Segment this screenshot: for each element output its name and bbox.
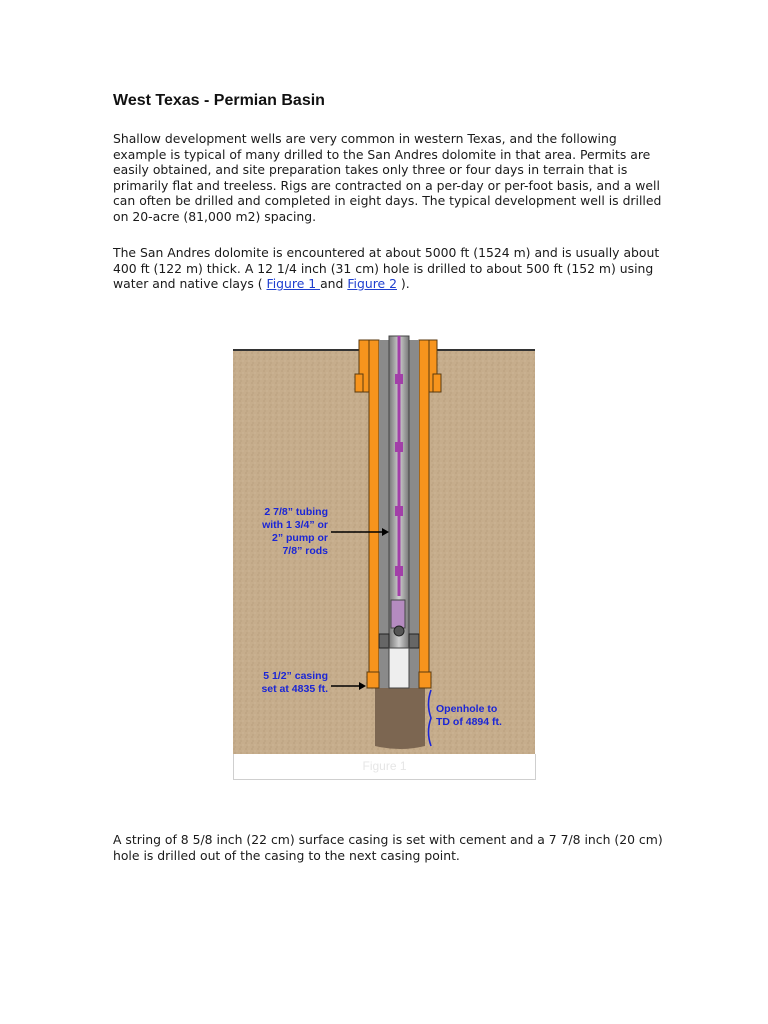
tubing-anchor-left [379, 634, 389, 648]
casing-paragraph: A string of 8 5/8 inch (22 cm) surface casing is set with cement and a 7 7/8 inch (20 cm) hole is drilled out of the casing to the next casing point. [113, 832, 663, 863]
svg-text:set at 4835 ft.: set at 4835 ft. [261, 683, 328, 695]
tubing-tail [389, 648, 409, 688]
casing-label [261, 670, 328, 695]
figure-caption: Figure 1 [362, 759, 407, 773]
surface-casing-lip-right [433, 374, 441, 392]
figure-2-link[interactable]: Figure 2 [347, 276, 397, 292]
tubing-anchor-right [409, 634, 419, 648]
svg-text:2 7/8” tubing: 2 7/8” tubing [264, 506, 328, 518]
svg-text:5 1/2” casing: 5 1/2” casing [263, 670, 328, 682]
casing-wall-left [369, 340, 379, 688]
figure-1-link[interactable]: Figure 1 [266, 276, 321, 292]
svg-text:with 1 3/4” or: with 1 3/4” or [262, 519, 328, 531]
rod-coupling [395, 374, 403, 384]
drilling-paragraph [113, 245, 673, 292]
figure-caption-box [233, 754, 536, 780]
wellbore-diagram [233, 334, 535, 754]
paragraph-text: The San Andres dolomite is encountered at about 5000 ft (1524 m) and is usually about 400 ft (122 m) thick. A 12 1/4 inch (31 cm) hole is drilled to about 500 ft (152 m) using water and native clays ( [113, 245, 660, 292]
pump-plunger [391, 600, 405, 628]
surface-casing-lip-left [355, 374, 363, 392]
rod-coupling [395, 506, 403, 516]
svg-text:7/8” rods: 7/8” rods [282, 545, 328, 557]
pump-valve [394, 626, 404, 636]
casing-wall-right [419, 340, 429, 688]
openhole-label [436, 703, 502, 728]
page-title: West Texas - Permian Basin [113, 92, 325, 109]
rod-coupling [395, 566, 403, 576]
paragraph-text: ). [396, 276, 410, 292]
paragraph-text: and [320, 276, 348, 292]
svg-text:TD of 4894 ft.: TD of 4894 ft. [436, 716, 502, 728]
svg-text:2” pump or: 2” pump or [271, 532, 328, 544]
casing-shoe-right [419, 672, 431, 688]
rod-coupling [395, 442, 403, 452]
wellbore-figure [233, 334, 535, 780]
svg-text:Openhole to: Openhole to [436, 703, 498, 715]
intro-paragraph: Shallow development wells are very common in western Texas, and the following example is typical of many drilled to the San Andres dolomite in that area. Permits are easily obtained, and site preparation takes only three or four days in terrain that is primarily flat and treeless. Rigs are contracted on a per-day or per-foot basis, and a well can often be drilled and completed in eight days. The typical development well is drilled on 20-acre (81,000 m2) spacing. [113, 131, 662, 224]
casing-shoe-left [367, 672, 379, 688]
